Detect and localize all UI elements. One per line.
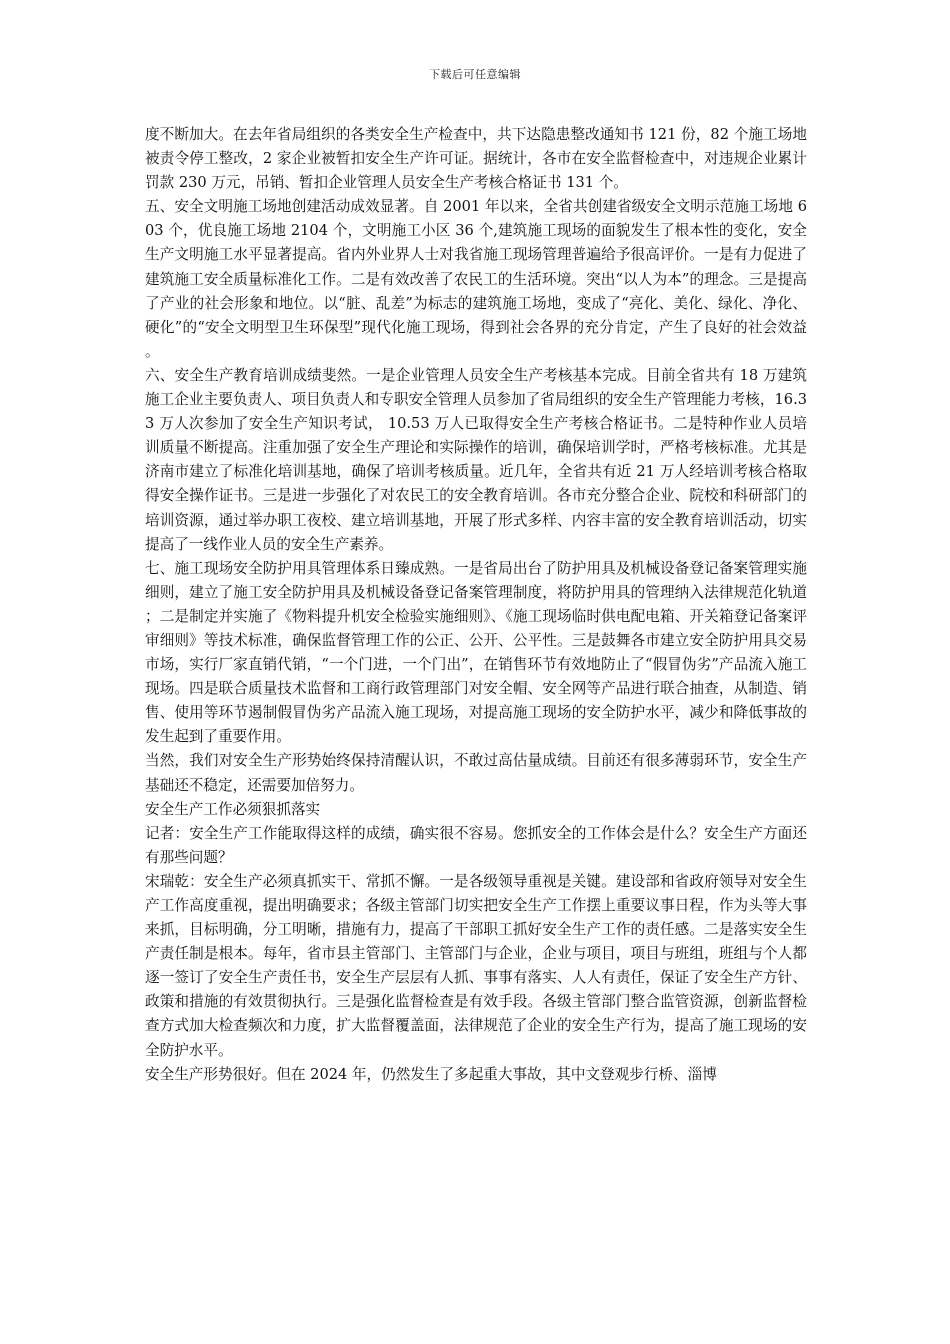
paragraph-section-six: 六、安全生产教育培训成绩斐然。一是企业管理人员安全生产考核基本完成。目前全省共有 18 万建筑施工企业主要负责人、项目负责人和专职安全管理人员参加了省局组织的安全生产管理能力考核，16.33 万人次参加了安全生产知识考试， 10.53 万人已取得安全生产考核合格证书。二是特种作业人员培训质量不断提高。注重加强了安全生产理论和实际操作的培训，确保培训学时，严格考核标准。尤其是济南市建立了标准化培训基地，确保了培训考核质量。近几年，全省共有近 21 万人经培训考核合格取得安全操作证书。三是进一步强化了对农民工的安全教育培训。各市充分整合企业、院校和科研部门的培训资源，通过举办职工夜校、建立培训基地，开展了形式多样、内容丰富的安全教育培训活动，切实提高了一线作业人员的安全生产素养。: [145, 366, 807, 553]
document-body: [145, 123, 807, 1087]
page-header: 下载后可任意编辑: [429, 68, 521, 81]
paragraph-answer: 宋瑞乾：安全生产必须真抓实干、常抓不懈。一是各级领导重视是关键。建设部和省政府领导对安全生产工作高度重视，提出明确要求；各级主管部门切实把安全生产工作摆上重要议事日程，作为头等大事来抓，目标明确，分工明晰，措施有力，提高了干部职工抓好安全生产工作的责任感。二是落实安全生产责任制是根本。每年，省市县主管部门、主管部门与企业，企业与项目，项目与班组，班组与个人都逐一签订了安全生产责任书，安全生产层层有人抓、事事有落实、人人有责任，保证了安全生产方针、政策和措施的有效贯彻执行。三是强化监督检查是有效手段。各级主管部门整合监管资源，创新监督检查方式加大检查频次和力度，扩大监督覆盖面，法律规范了企业的安全生产行为，提高了施工现场的安全防护水平。: [145, 872, 807, 1059]
paragraph-reporter-question: 记者：安全生产工作能取得这样的成绩，确实很不容易。您抓安全的工作体会是什么？安全生产方面还有那些问题？: [145, 824, 807, 866]
paragraph-section-five: 五、安全文明施工场地创建活动成效显著。自 2001 年以来，全省共创建省级安全文明示范施工场地 603 个，优良施工场地 2104 个，文明施工小区 36 个,建筑施工现场的面貌发生了根本性的变化，安全生产文明施工水平显著提高。省内外业界人士对我省施工现场管理普遍给予很高评价。一是有力促进了建筑施工安全质量标准化工作。二是有效改善了农民工的生活环境。突出“以人为本”的理念。三是提高了产业的社会形象和地位。以“脏、乱差”为标志的建筑施工场地，变成了“亮化、美化、绿化、净化、硬化”的“安全文明型卫生环保型”现代化施工现场，得到社会各界的充分肯定，产生了良好的社会效益。: [145, 198, 807, 360]
paragraph-continuation: 度不断加大。在去年省局组织的各类安全生产检查中，共下达隐患整改通知书 121 份，82 个施工场地被责令停工整改，2 家企业被暂扣安全生产许可证。据统计，各市在安全监督检查中，对违规企业累计罚款 230 万元，吊销、暂扣企业管理人员安全生产考核合格证书 131 个。: [145, 126, 807, 192]
paragraph-section-seven: 七、施工现场安全防护用具管理体系日臻成熟。一是省局出台了防护用具及机械设备登记备案管理实施细则，建立了施工安全防护用具及机械设备登记备案管理制度，将防护用具的管理纳入法律规范化轨道；二是制定并实施了《物料提升机安全检验实施细则》、《施工现场临时供电配电箱、开关箱登记备案评审细则》等技术标准，确保监督管理工作的公正、公开、公平性。三是鼓舞各市建立安全防护用具交易市场，实行厂家直销代销，“一个门进，一个门出”，在销售环节有效地防止了“假冒伪劣”产品流入施工现场。四是联合质量技术监督和工商行政管理部门对安全帽、安全网等产品进行联合抽查，从制造、销售、使用等环节遏制假冒伪劣产品流入施工现场，对提高施工现场的安全防护水平，减少和降低事故的发生起到了重要作用。: [145, 559, 807, 746]
section-heading: 安全生产工作必须狠抓落实: [145, 800, 321, 818]
paragraph-summary: 当然，我们对安全生产形势始终保持清醒认识，不敢过高估量成绩。目前还有很多薄弱环节，安全生产基础还不稳定，还需要加倍努力。: [145, 752, 807, 794]
paragraph-final: 安全生产形势很好。但在 2024 年，仍然发生了多起重大事故，其中文登观步行桥、淄博: [145, 1065, 717, 1083]
